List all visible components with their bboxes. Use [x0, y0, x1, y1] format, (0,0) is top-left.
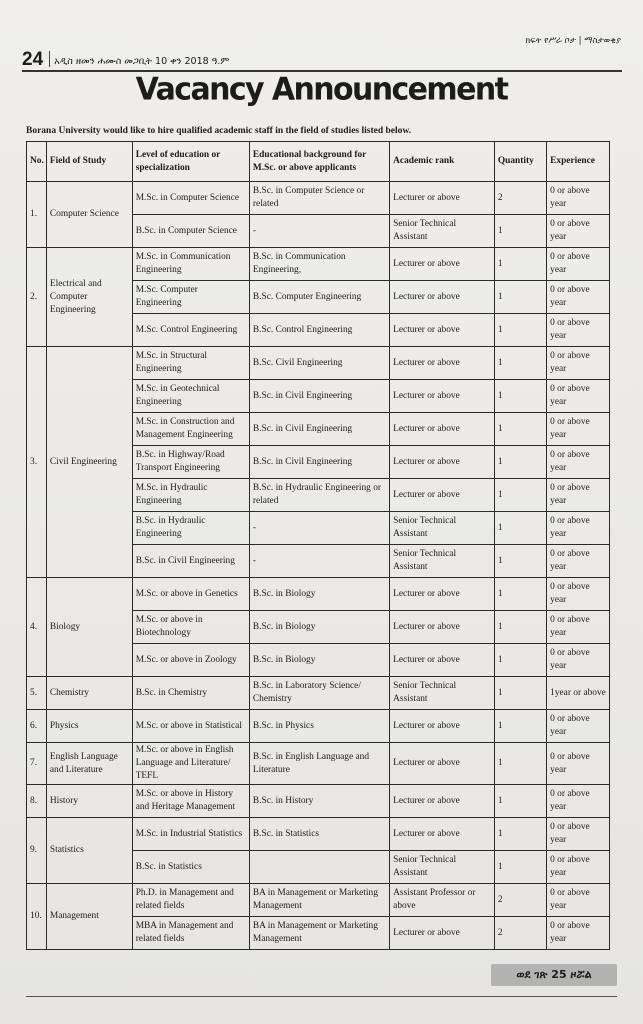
quantity-cell: 2 — [494, 182, 546, 215]
education-level-cell: B.Sc. in Highway/Road Transport Engineering — [132, 446, 249, 479]
quantity-cell: 1 — [494, 785, 546, 818]
experience-cell: 0 or above year — [547, 281, 610, 314]
table-row — [27, 785, 610, 818]
education-level-cell: M.Sc. or above in Statistical — [132, 710, 249, 743]
table-row — [27, 884, 610, 917]
quantity-cell: 1 — [494, 611, 546, 644]
bottom-divider — [26, 996, 617, 997]
field-of-study-cell: Civil Engineering — [46, 347, 132, 578]
background-cell: B.Sc. Control Engineering — [249, 314, 389, 347]
background-cell: B.Sc. in Computer Science or related — [249, 182, 389, 215]
experience-cell: 0 or above year — [547, 215, 610, 248]
newspaper-info: አዲስ ዘመን ሐሙስ መጋቢት 10 ቀን 2018 ዓ.ም — [54, 56, 230, 67]
quantity-cell: 1 — [494, 743, 546, 785]
academic-rank-cell: Lecturer or above — [390, 446, 495, 479]
column-header: No. — [27, 142, 47, 182]
quantity-cell: 1 — [494, 479, 546, 512]
quantity-cell: 1 — [494, 818, 546, 851]
academic-rank-cell: Lecturer or above — [390, 314, 495, 347]
experience-cell: 0 or above year — [547, 785, 610, 818]
quantity-cell: 1 — [494, 215, 546, 248]
field-of-study-cell: Computer Science — [46, 182, 132, 248]
quantity-cell: 1 — [494, 545, 546, 578]
quantity-cell: 1 — [494, 347, 546, 380]
table-row — [27, 248, 610, 281]
intro-text: Borana University would like to hire qualified academic staff in the field of studies listed below. — [26, 126, 412, 136]
experience-cell: 0 or above year — [547, 743, 610, 785]
academic-rank-cell: Assistant Professor or above — [390, 884, 495, 917]
background-cell: B.Sc. Civil Engineering — [249, 347, 389, 380]
academic-rank-cell: Lecturer or above — [390, 917, 495, 950]
education-level-cell: M.Sc. in Construction and Management Engineering — [132, 413, 249, 446]
row-number-cell: 4. — [27, 578, 47, 677]
academic-rank-cell: Lecturer or above — [390, 743, 495, 785]
education-level-cell: M.Sc. in Communication Engineering — [132, 248, 249, 281]
column-header: Academic rank — [390, 142, 495, 182]
quantity-cell: 1 — [494, 644, 546, 677]
experience-cell: 0 or above year — [547, 851, 610, 884]
quantity-cell: 1 — [494, 446, 546, 479]
continued-page-label: ወደ ገጽ 25 ዞሯል — [491, 964, 617, 986]
page-header — [22, 48, 622, 72]
experience-cell: 0 or above year — [547, 644, 610, 677]
academic-rank-cell: Lecturer or above — [390, 578, 495, 611]
academic-rank-cell: Senior Technical Assistant — [390, 677, 495, 710]
experience-cell: 0 or above year — [547, 380, 610, 413]
quantity-cell: 2 — [494, 884, 546, 917]
academic-rank-cell: Lecturer or above — [390, 380, 495, 413]
background-cell: B.Sc. in Laboratory Science/ Chemistry — [249, 677, 389, 710]
academic-rank-cell: Lecturer or above — [390, 479, 495, 512]
education-level-cell: M.Sc. or above in History and Heritage Management — [132, 785, 249, 818]
column-header: Experience — [547, 142, 610, 182]
academic-rank-cell: Lecturer or above — [390, 182, 495, 215]
experience-cell: 0 or above year — [547, 182, 610, 215]
quantity-cell: 1 — [494, 578, 546, 611]
experience-cell: 1year or above — [547, 677, 610, 710]
academic-rank-cell: Lecturer or above — [390, 248, 495, 281]
table-row — [27, 347, 610, 380]
background-cell: B.Sc. in Hydraulic Engineering or related — [249, 479, 389, 512]
column-header: Level of education or specialization — [132, 142, 249, 182]
background-cell: B.Sc. in History — [249, 785, 389, 818]
experience-cell: 0 or above year — [547, 512, 610, 545]
background-cell: B.Sc. in Biology — [249, 611, 389, 644]
row-number-cell: 2. — [27, 248, 47, 347]
field-of-study-cell: Chemistry — [46, 677, 132, 710]
background-cell: - — [249, 545, 389, 578]
education-level-cell: M.Sc. in Geotechnical Engineering — [132, 380, 249, 413]
row-number-cell: 8. — [27, 785, 47, 818]
academic-rank-cell: Lecturer or above — [390, 413, 495, 446]
education-level-cell: B.Sc. in Statistics — [132, 851, 249, 884]
academic-rank-cell: Lecturer or above — [390, 785, 495, 818]
column-header: Field of Study — [46, 142, 132, 182]
background-cell: B.Sc. in Physics — [249, 710, 389, 743]
table-row — [27, 710, 610, 743]
academic-rank-cell: Senior Technical Assistant — [390, 545, 495, 578]
experience-cell: 0 or above year — [547, 314, 610, 347]
experience-cell: 0 or above year — [547, 917, 610, 950]
academic-rank-cell: Lecturer or above — [390, 611, 495, 644]
column-header: Educational background for M.Sc. or above applicants — [249, 142, 389, 182]
education-level-cell: MBA in Management and related fields — [132, 917, 249, 950]
background-cell: B.Sc. in English Language and Literature — [249, 743, 389, 785]
table-row — [27, 818, 610, 851]
table-header-row — [27, 142, 610, 182]
background-cell: B.Sc. in Biology — [249, 644, 389, 677]
background-cell: B.Sc. in Biology — [249, 578, 389, 611]
vacancy-table — [26, 141, 610, 950]
quantity-cell: 1 — [494, 314, 546, 347]
quantity-cell: 1 — [494, 851, 546, 884]
experience-cell: 0 or above year — [547, 413, 610, 446]
academic-rank-cell: Lecturer or above — [390, 347, 495, 380]
education-level-cell: M.Sc. in Industrial Statistics — [132, 818, 249, 851]
academic-rank-cell: Senior Technical Assistant — [390, 215, 495, 248]
experience-cell: 0 or above year — [547, 710, 610, 743]
education-level-cell: M.Sc. Computer Engineering — [132, 281, 249, 314]
quantity-cell: 1 — [494, 413, 546, 446]
education-level-cell: B.Sc. in Chemistry — [132, 677, 249, 710]
row-number-cell: 5. — [27, 677, 47, 710]
background-cell: - — [249, 215, 389, 248]
background-cell: B.Sc. in Civil Engineering — [249, 413, 389, 446]
header-divider — [49, 51, 50, 67]
quantity-cell: 2 — [494, 917, 546, 950]
background-cell: - — [249, 512, 389, 545]
education-level-cell: M.Sc. in Computer Science — [132, 182, 249, 215]
field-of-study-cell: Electrical and Computer Engineering — [46, 248, 132, 347]
background-cell: B.Sc. in Statistics — [249, 818, 389, 851]
quantity-cell: 1 — [494, 248, 546, 281]
table-row — [27, 743, 610, 785]
academic-rank-cell: Senior Technical Assistant — [390, 851, 495, 884]
experience-cell: 0 or above year — [547, 818, 610, 851]
education-level-cell: M.Sc. or above in Genetics — [132, 578, 249, 611]
quantity-cell: 1 — [494, 281, 546, 314]
background-cell: B.Sc. in Civil Engineering — [249, 446, 389, 479]
education-level-cell: Ph.D. in Management and related fields — [132, 884, 249, 917]
education-level-cell: M.Sc. Control Engineering — [132, 314, 249, 347]
experience-cell: 0 or above year — [547, 446, 610, 479]
field-of-study-cell: Physics — [46, 710, 132, 743]
education-level-cell: M.Sc. or above in Biotechnology — [132, 611, 249, 644]
table-body — [27, 182, 610, 950]
experience-cell: 0 or above year — [547, 545, 610, 578]
field-of-study-cell: Biology — [46, 578, 132, 677]
academic-rank-cell: Lecturer or above — [390, 710, 495, 743]
row-number-cell: 3. — [27, 347, 47, 578]
background-cell: B.Sc. in Civil Engineering — [249, 380, 389, 413]
row-number-cell: 6. — [27, 710, 47, 743]
row-number-cell: 7. — [27, 743, 47, 785]
experience-cell: 0 or above year — [547, 611, 610, 644]
background-cell: B.Sc. Computer Engineering — [249, 281, 389, 314]
experience-cell: 0 or above year — [547, 248, 610, 281]
table-row — [27, 677, 610, 710]
education-level-cell: M.Sc. in Structural Engineering — [132, 347, 249, 380]
row-number-cell: 10. — [27, 884, 47, 950]
field-of-study-cell: Management — [46, 884, 132, 950]
section-label: ክፍት የሥራ ቦታ | ማስታወቂያ — [525, 36, 621, 46]
experience-cell: 0 or above year — [547, 884, 610, 917]
experience-cell: 0 or above year — [547, 347, 610, 380]
quantity-cell: 1 — [494, 380, 546, 413]
page-title: Vacancy Announcement — [135, 71, 508, 108]
quantity-cell: 1 — [494, 512, 546, 545]
academic-rank-cell: Lecturer or above — [390, 818, 495, 851]
row-number-cell: 1. — [27, 182, 47, 248]
education-level-cell: B.Sc. in Computer Science — [132, 215, 249, 248]
experience-cell: 0 or above year — [547, 578, 610, 611]
field-of-study-cell: History — [46, 785, 132, 818]
education-level-cell: B.Sc. in Hydraulic Engineering — [132, 512, 249, 545]
table-row — [27, 182, 610, 215]
quantity-cell: 1 — [494, 677, 546, 710]
experience-cell: 0 or above year — [547, 479, 610, 512]
background-cell — [249, 851, 389, 884]
page-number: 24 — [22, 49, 44, 70]
academic-rank-cell: Lecturer or above — [390, 281, 495, 314]
background-cell: BA in Management or Marketing Management — [249, 884, 389, 917]
column-header: Quantity — [494, 142, 546, 182]
background-cell: BA in Management or Marketing Management — [249, 917, 389, 950]
education-level-cell: M.Sc. or above in English Language and Literature/ TEFL — [132, 743, 249, 785]
education-level-cell: M.Sc. or above in Zoology — [132, 644, 249, 677]
field-of-study-cell: English Language and Literature — [46, 743, 132, 785]
table-row — [27, 578, 610, 611]
field-of-study-cell: Statistics — [46, 818, 132, 884]
background-cell: B.Sc. in Communication Engineering, — [249, 248, 389, 281]
academic-rank-cell: Senior Technical Assistant — [390, 512, 495, 545]
academic-rank-cell: Lecturer or above — [390, 644, 495, 677]
quantity-cell: 1 — [494, 710, 546, 743]
education-level-cell: M.Sc. in Hydraulic Engineering — [132, 479, 249, 512]
row-number-cell: 9. — [27, 818, 47, 884]
education-level-cell: B.Sc. in Civil Engineering — [132, 545, 249, 578]
